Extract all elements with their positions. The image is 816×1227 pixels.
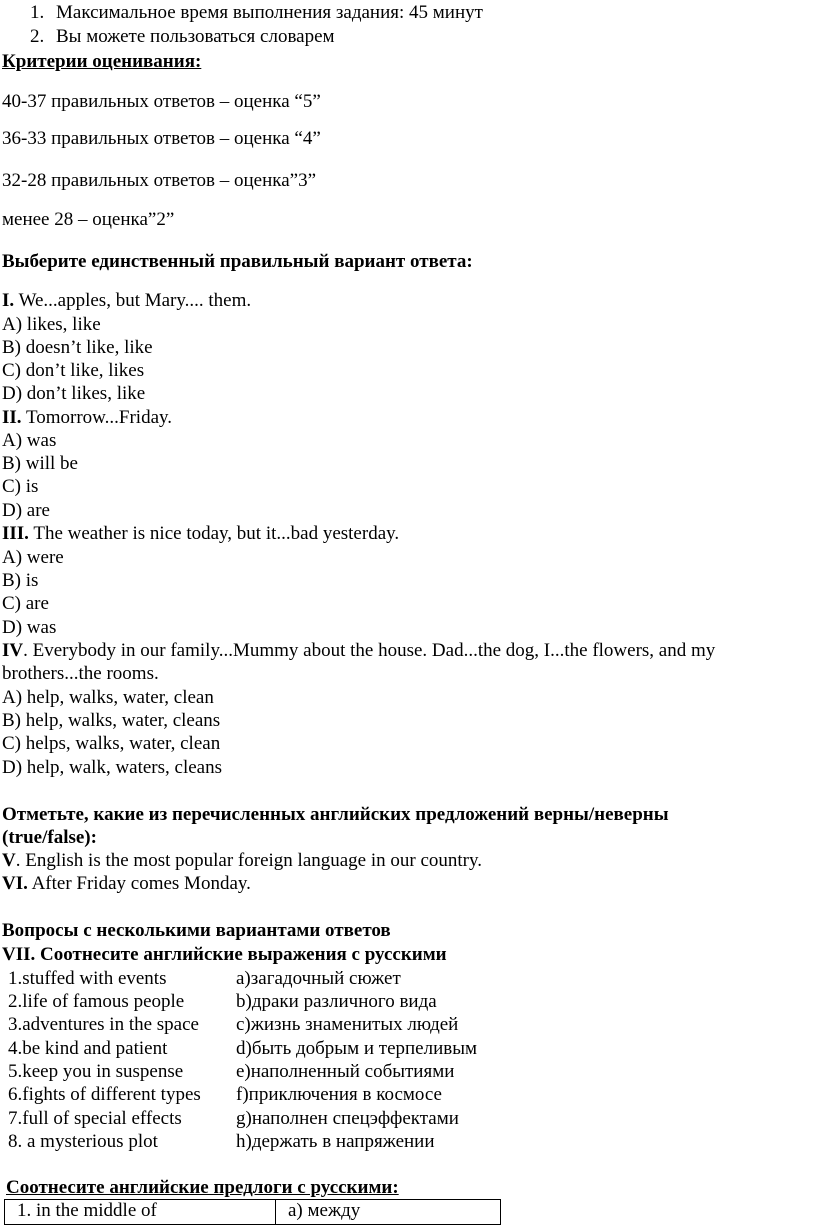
matching-en: 6.fights of different types — [8, 1084, 201, 1105]
prepositions-table — [4, 1199, 501, 1225]
question-text: IV. Everybody in our family...Mummy about the house. Dad...the dog, I...the flowers, and my — [2, 640, 716, 661]
answer-option: B) will be — [2, 453, 78, 474]
section-heading-continued: (true/false): — [2, 827, 97, 848]
question-text: III. The weather is nice today, but it...bad yesterday. — [2, 523, 400, 544]
answer-option: A) help, walks, water, clean — [2, 687, 214, 708]
matching-en: 1.stuffed with events — [8, 968, 167, 989]
question-text-continued: brothers...the rooms. — [2, 663, 159, 684]
preposition-ru: a) между — [276, 1200, 501, 1225]
matching-ru: a)загадочный сюжет — [236, 968, 401, 989]
matching-ru: h)держать в напряжении — [236, 1131, 435, 1152]
question-text: I. We...apples, but Mary.... them. — [2, 290, 252, 311]
question-text: II. Tomorrow...Friday. — [2, 407, 173, 428]
matching-ru: g)наполнен спецэффектами — [236, 1108, 459, 1129]
criteria-item: 36-33 правильных ответов – оценка “4” — [2, 128, 321, 149]
matching-ru: d)быть добрым и терпеливым — [236, 1038, 478, 1059]
section-heading: Соотнесите английские предлоги с русскими: — [6, 1177, 399, 1198]
matching-ru: e)наполненный событиями — [236, 1061, 455, 1082]
matching-en: 3.adventures in the space — [8, 1014, 199, 1035]
matching-en: 2.life of famous people — [8, 991, 185, 1012]
answer-option: D) help, walk, waters, cleans — [2, 757, 223, 778]
rule-item: 2. Вы можете пользоваться словарем — [30, 26, 335, 47]
rule-item: 1. Максимальное время выполнения задания: 45 минут — [30, 2, 483, 23]
section-heading: Выберите единственный правильный вариант ответа: — [2, 251, 473, 272]
criteria-heading: Критерии оценивания: — [2, 51, 202, 72]
answer-option: B) doesn’t like, like — [2, 337, 153, 358]
true-false-statement: V. English is the most popular foreign language in our country. — [2, 850, 483, 871]
preposition-en: 1. in the middle of — [5, 1200, 276, 1225]
true-false-statement: VI. After Friday comes Monday. — [2, 873, 251, 894]
answer-option: D) are — [2, 500, 50, 521]
answer-option: D) was — [2, 617, 57, 638]
matching-ru: f)приключения в космосе — [236, 1084, 442, 1105]
answer-option: B) help, walks, water, cleans — [2, 710, 221, 731]
answer-option: A) likes, like — [2, 314, 101, 335]
answer-option: C) don’t like, likes — [2, 360, 145, 381]
answer-option: C) is — [2, 476, 39, 497]
answer-option: A) was — [2, 430, 57, 451]
matching-en: 7.full of special effects — [8, 1108, 182, 1129]
matching-ru: b)драки различного вида — [236, 991, 437, 1012]
section-heading: Отметьте, какие из перечисленных английских предложений верны/неверны — [2, 804, 669, 825]
criteria-item: 40-37 правильных ответов – оценка “5” — [2, 91, 321, 112]
answer-option: B) is — [2, 570, 39, 591]
section-heading: Вопросы с несколькими вариантами ответов — [2, 920, 391, 941]
answer-option: C) are — [2, 593, 49, 614]
table-row — [5, 1200, 501, 1225]
matching-en: 5.keep you in suspense — [8, 1061, 184, 1082]
criteria-item: менее 28 – оценка”2” — [2, 209, 175, 230]
answer-option: D) don’t likes, like — [2, 383, 146, 404]
matching-ru: c)жизнь знаменитых людей — [236, 1014, 459, 1035]
section-subheading: VII. Соотнесите английские выражения с русскими — [2, 944, 447, 965]
matching-en: 4.be kind and patient — [8, 1038, 168, 1059]
answer-option: C) helps, walks, water, clean — [2, 733, 221, 754]
criteria-item: 32-28 правильных ответов – оценка”3” — [2, 170, 317, 191]
matching-en: 8. a mysterious plot — [8, 1131, 158, 1152]
answer-option: A) were — [2, 547, 64, 568]
